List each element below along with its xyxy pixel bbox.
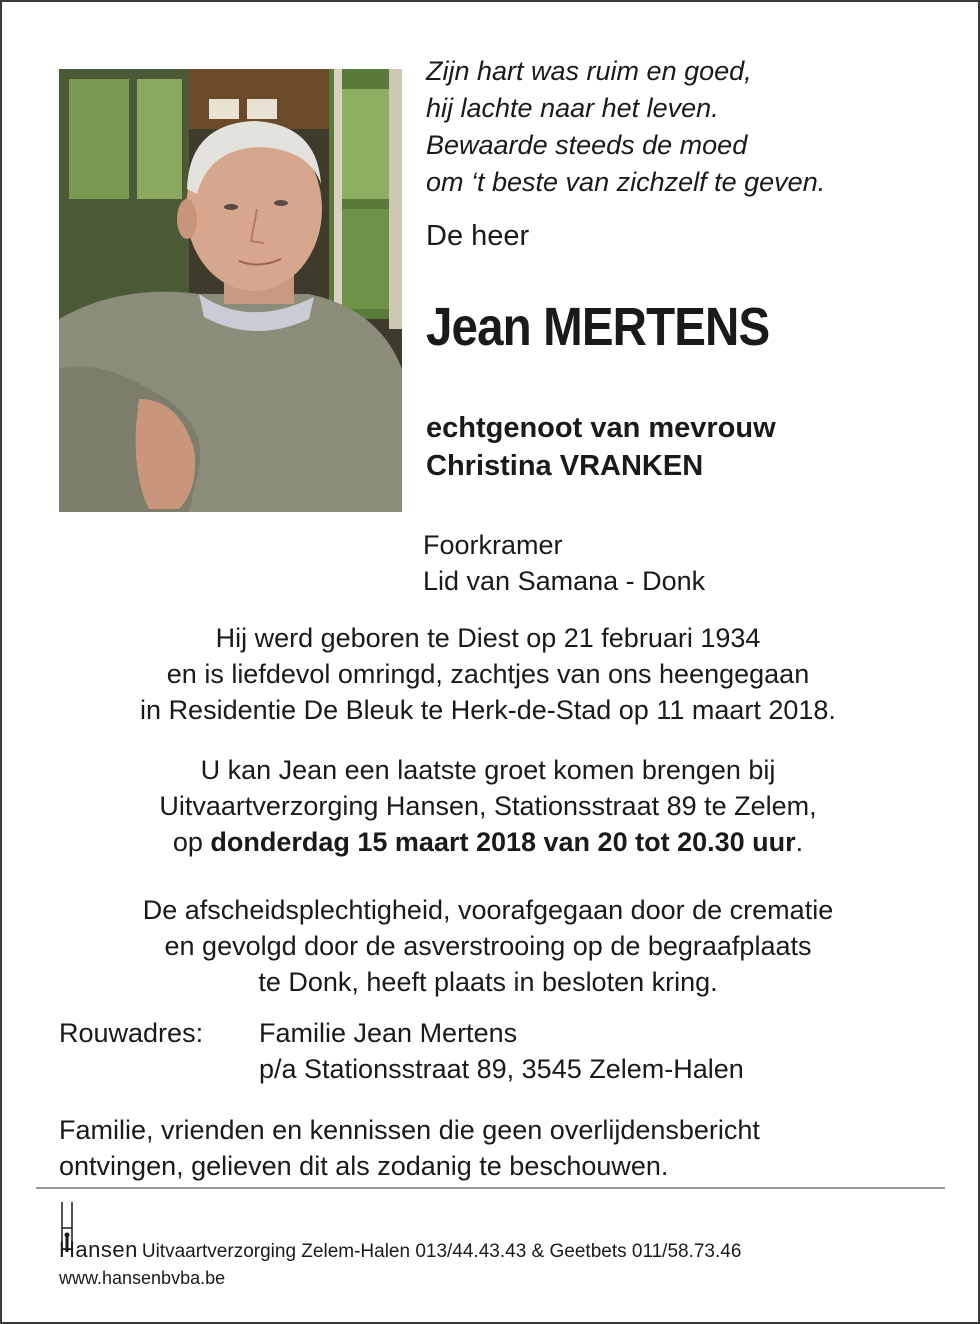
notice-paragraph: [59, 1112, 760, 1184]
membership-line: Lid van Samana - Donk: [423, 566, 706, 596]
website-link[interactable]: www.hansenbvba.be: [59, 1268, 226, 1288]
ceremony-paragraph: [40, 892, 936, 1000]
spouse-name: Christina VRANKEN: [426, 450, 704, 482]
occupation-line: Foorkramer: [423, 530, 563, 560]
visitation-suffix: .: [795, 827, 804, 857]
memorial-poem: [426, 53, 825, 201]
salutation: De heer: [426, 220, 530, 252]
paragraph-line: Hij werd geboren te Diest op 21 februari 1934: [215, 623, 761, 653]
paragraph-line: in Residentie De Bleuk te Herk-de-Stad op 11 maart 2018.: [140, 695, 836, 725]
footer-contact-line: [59, 1237, 741, 1263]
visitation-time-line: [40, 824, 936, 860]
address-line: Familie Jean Mertens: [259, 1018, 518, 1048]
paragraph-line: Uitvaartverzorging Hansen, Stationsstraat 89 te Zelem,: [159, 791, 817, 821]
occupation-info: [423, 527, 705, 599]
visitation-prefix: op: [172, 827, 211, 857]
footer-divider: [36, 1187, 945, 1189]
spouse-line: echtgenoot van mevrouw: [426, 412, 776, 444]
mourning-address-value: [259, 1015, 744, 1087]
contact-details: Uitvaartverzorging Zelem-Halen 013/44.43.43 & Geetbets 011/58.73.46: [141, 1241, 742, 1262]
paragraph-line: Familie, vrienden en kennissen die geen overlijdensbericht: [59, 1115, 760, 1145]
paragraph-line: en gevolgd door de asverstrooing op de begraafplaats: [164, 931, 812, 961]
mourning-address-label: Rouwadres:: [59, 1018, 204, 1048]
paragraph-line: U kan Jean een laatste groet komen brengen bij: [200, 755, 776, 785]
poem-line: Bewaarde steeds de moed: [426, 130, 748, 160]
birth-death-paragraph: [40, 620, 936, 728]
paragraph-line: ontvingen, gelieven dit als zodanig te beschouwen.: [59, 1151, 669, 1181]
portrait-photo: [59, 69, 402, 512]
deceased-name: Jean MERTENS: [426, 297, 770, 357]
paragraph-line: De afscheidsplechtigheid, voorafgegaan door de crematie: [142, 895, 834, 925]
poem-line: hij lachte naar het leven.: [426, 93, 719, 123]
paragraph-line: en is liefdevol omringd, zachtjes van ons heengegaan: [166, 659, 810, 689]
poem-line: Zijn hart was ruim en goed,: [426, 56, 752, 86]
poem-line: om ‘t beste van zichzelf te geven.: [426, 167, 826, 197]
brand-name: Hansen: [59, 1237, 138, 1262]
spouse-info: [426, 409, 776, 485]
address-line: p/a Stationsstraat 89, 3545 Zelem-Halen: [259, 1054, 744, 1084]
visitation-datetime: donderdag 15 maart 2018 van 20 tot 20.30 uur: [210, 827, 796, 857]
paragraph-line: te Donk, heeft plaats in besloten kring.: [258, 967, 718, 997]
visitation-paragraph: [40, 752, 936, 860]
